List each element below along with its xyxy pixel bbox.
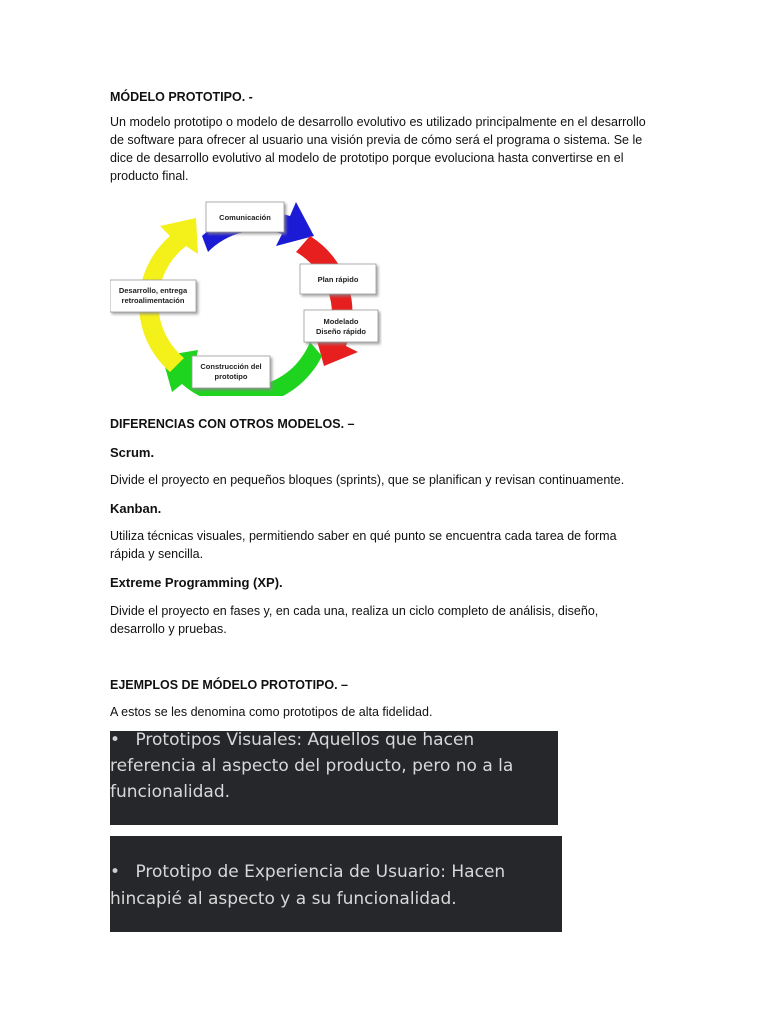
example-line3: funcionalidad. [110,782,231,802]
example-line1: Prototipos Visuales: Aquellos que hacen [135,730,475,750]
model-name-scrum: Scrum. [110,445,155,460]
stage-label-plan-rapido: Plan rápido [317,275,359,284]
bullet-icon: • [110,730,121,750]
stage-label-prototipo: prototipo [214,372,248,381]
stage-box-modelado [304,310,378,342]
section-title-modelo-prototipo: MÓDELO PROTOTIPO. - [110,90,253,104]
example-line2: referencia al aspecto del producto, pero no a la [110,756,514,776]
stage-label-modelado: Modelado [323,317,359,326]
example-line2: hincapié al aspecto y a su funcionalidad. [110,889,457,909]
section-title-ejemplos: EJEMPLOS DE MÓDELO PROTOTIPO. – [110,678,349,692]
stage-label-comunicacion: Comunicación [219,213,271,222]
stage-label-retroalimentacion: retroalimentación [121,296,185,305]
intro-paragraph: Un modelo prototipo o modelo de desarrollo evolutivo es utilizado principalmente en el desarrollo de software para ofrecer al usuario una visión previa de cómo será el programa o sistema. Se le dice de desarrollo evolutivo al modelo de prototipo porque evoluciona hasta convertirse en el producto final. [110,115,646,183]
example-line1: Prototipo de Experiencia de Usuario: Hacen [135,862,506,882]
stage-label-diseno-rapido: Diseño rápido [315,327,367,336]
examples-intro: A estos se les denomina como prototipos de alta fidelidad. [110,705,433,719]
stage-label-desarrollo: Desarrollo, entrega [118,286,188,295]
example-card-experiencia [110,836,562,932]
bullet-icon: • [110,862,121,882]
model-description-scrum: Divide el proyecto en pequeños bloques (sprints), que se planifican y revisan continuamente. [110,473,625,487]
stage-label-construccion: Construcción del [200,362,262,371]
model-description-xp: Divide el proyecto en fases y, en cada una, realiza un ciclo completo de análisis, diseño, desarrollo y pruebas. [110,604,599,636]
section-title-diferencias: DIFERENCIAS CON OTROS MODELOS. – [110,417,355,431]
model-name-xp: Extreme Programming (XP). [110,575,283,590]
example-card-visuales [110,731,558,825]
prototype-cycle-diagram [110,196,382,396]
model-description-kanban: Utiliza técnicas visuales, permitiendo saber en qué punto se encuentra cada tarea de forma rápida y sencilla. [110,529,617,561]
cycle-diagram-svg [110,196,382,396]
model-name-kanban: Kanban. [110,501,162,516]
red-arrow [296,236,358,366]
